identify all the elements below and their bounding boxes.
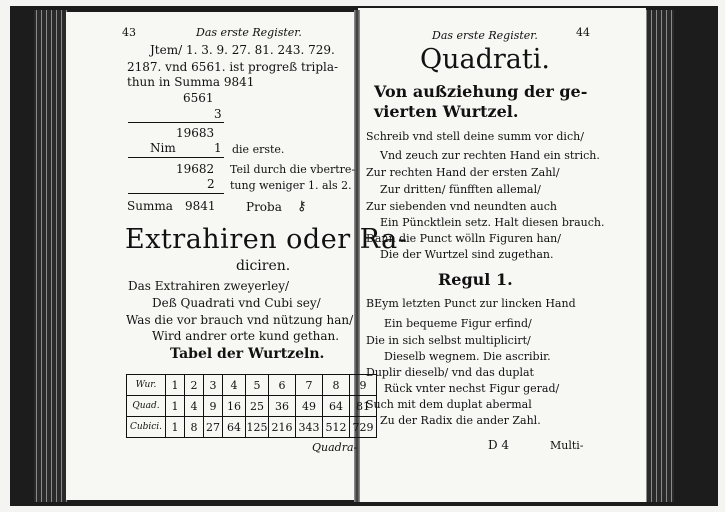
left-page-number: 43 [122, 26, 136, 39]
table-cell: 4 [185, 396, 204, 417]
verse-line: Vnd zeuch zur rechten Hand ein strich. [380, 149, 600, 162]
row-label: Quad. [127, 396, 166, 417]
verse-line: Such mit dem duplat abermal [366, 398, 532, 411]
verse-line: Wird andrer orte kund gethan. [152, 329, 340, 343]
verse-line: Zur dritten/ fünfften allemal/ [380, 183, 541, 196]
left-text-line: 2187. vnd 6561. ist progreß tripla- [127, 60, 339, 74]
calc-value: 6561 [183, 91, 214, 105]
table-cell: 1 [166, 396, 185, 417]
calc-proba: Proba [246, 200, 282, 214]
verse-line: Rück vnter nechst Figur gerad/ [384, 382, 560, 395]
left-page-edges [34, 10, 68, 502]
verse-line: Zur siebenden vnd neundten auch [366, 200, 557, 213]
table-heading: Tabel der Wurtzeln. [170, 346, 325, 362]
left-text-line: Jtem/ 1. 3. 9. 27. 81. 243. 729. [150, 43, 335, 57]
table-cell: 1 [166, 375, 185, 396]
calc-note: die erste. [232, 143, 285, 156]
right-running-head: Das erste Register. [432, 29, 538, 42]
section-title: Extrahiren oder Ra- [125, 224, 408, 255]
section-title: Quadrati. [420, 44, 550, 75]
table-cell: 9 [204, 396, 223, 417]
table-cell: 2 [185, 375, 204, 396]
calc-note: Teil durch die vbertre- [230, 163, 356, 176]
calc-nim: Nim [150, 141, 176, 155]
table-cell: 125 [246, 417, 269, 438]
verse-line: Ein Püncktlein setz. Halt diesen brauch. [380, 216, 605, 229]
table-cell: 25 [246, 396, 269, 417]
verse-line: Zur rechten Hand der ersten Zahl/ [366, 166, 560, 179]
right-page-edges [644, 10, 674, 502]
section-subtitle: Von außziehung der ge- [374, 82, 588, 101]
row-label: Wur. [127, 375, 166, 396]
calc-summa: Summa [127, 199, 173, 213]
verse-line: Zu der Radix die ander Zahl. [380, 414, 541, 427]
table-cell: 16 [223, 396, 246, 417]
section-subtitle: diciren. [236, 258, 291, 274]
verse-line: Die in sich selbst multiplicirt/ [366, 334, 531, 347]
calc-value: 19683 [176, 126, 215, 140]
table-cell: 8 [185, 417, 204, 438]
verse-line: Die der Wurtzel sind zugethan. [380, 248, 554, 261]
calc-rule [128, 157, 224, 158]
verse-line: Ein bequeme Figur erfind/ [384, 317, 532, 330]
table-cell: 5 [246, 375, 269, 396]
verse-line: Das Extrahiren zweyerley/ [128, 279, 290, 293]
section-subtitle: vierten Wurtzel. [374, 102, 519, 121]
verse-line: Was die vor brauch vnd nützung han/ [126, 313, 354, 327]
table-cell: 343 [296, 417, 323, 438]
rule-heading: Regul 1. [438, 270, 513, 289]
table-cell: 6 [269, 375, 296, 396]
verse-line: Duplir dieselb/ vnd das duplat [366, 366, 534, 379]
table-cell: 81 [350, 396, 377, 417]
table-cell: 7 [296, 375, 323, 396]
verse-line: Dann die Punct wölln Figuren han/ [366, 232, 561, 245]
verse-line: Dieselb wegnem. Die ascribir. [384, 350, 551, 363]
table-row [127, 417, 377, 438]
calc-value: 9841 [185, 199, 216, 213]
proba-symbol: ⚷ [297, 199, 307, 214]
calc-value: 19682 [176, 162, 215, 176]
verse-line: BEym letzten Punct zur lincken Hand [366, 297, 576, 310]
left-running-head: Das erste Register. [196, 26, 302, 39]
left-catchword: Quadra- [312, 441, 358, 454]
calc-note: tung weniger 1. als 2. [230, 179, 352, 192]
left-text-line: thun in Summa 9841 [127, 75, 255, 89]
table-cell: 4 [223, 375, 246, 396]
table-cell: 8 [323, 375, 350, 396]
right-page-number: 44 [576, 26, 590, 39]
calc-rule [128, 193, 224, 194]
table-cell: 64 [323, 396, 350, 417]
table-cell: 1 [166, 417, 185, 438]
roots-table [126, 374, 377, 438]
signature-mark: D 4 [488, 438, 510, 452]
calc-value: 3 [214, 107, 222, 121]
table-cell: 512 [323, 417, 350, 438]
right-catchword: Multi- [550, 439, 584, 452]
table-row [127, 396, 377, 417]
table-cell: 27 [204, 417, 223, 438]
table-cell: 216 [269, 417, 296, 438]
verse-line: Schreib vnd stell deine summ vor dich/ [366, 130, 584, 143]
table-row [127, 375, 377, 396]
table-cell: 3 [204, 375, 223, 396]
row-label: Cubici. [127, 417, 166, 438]
table-cell: 36 [269, 396, 296, 417]
table-cell: 9 [350, 375, 377, 396]
calc-value: 2 [207, 177, 215, 191]
calc-rule [128, 122, 224, 123]
table-cell: 729 [350, 417, 377, 438]
verse-line: Deß Quadrati vnd Cubi sey/ [152, 296, 321, 310]
table-cell: 49 [296, 396, 323, 417]
table-cell: 64 [223, 417, 246, 438]
calc-value: 1 [214, 141, 222, 155]
